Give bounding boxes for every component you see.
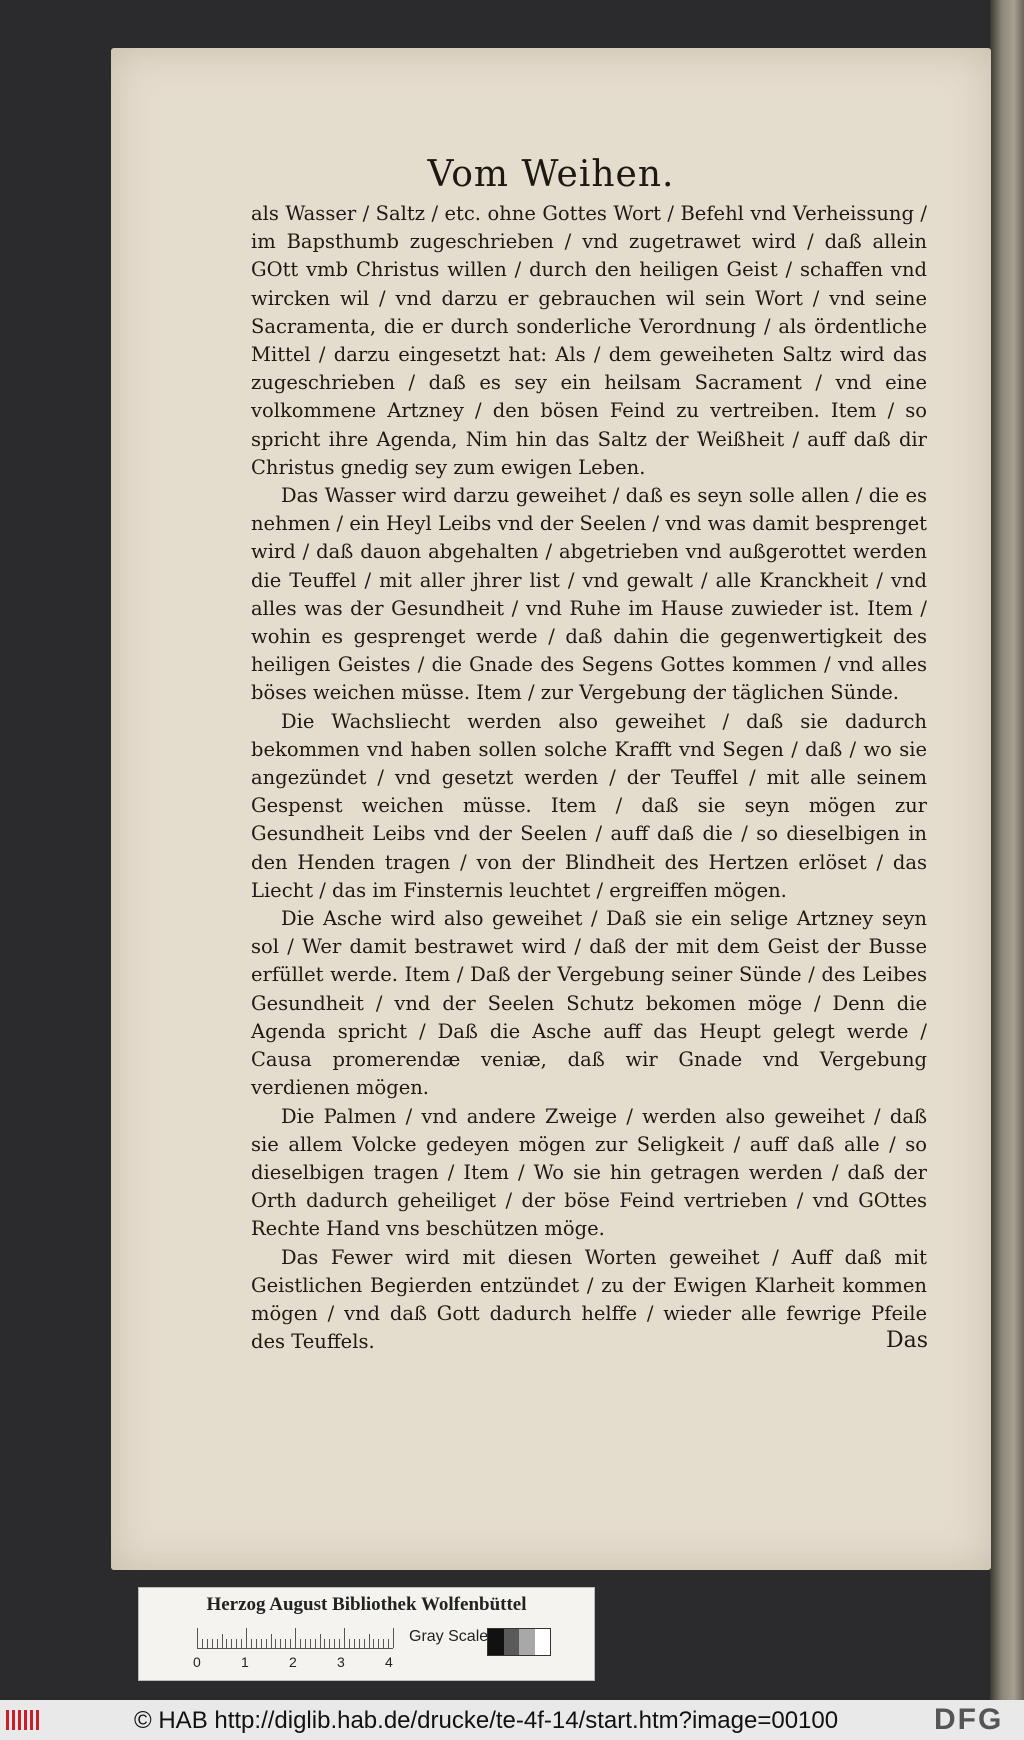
dfg-logo: DFG	[934, 1703, 1004, 1736]
ruler-tick	[202, 1639, 203, 1648]
ruler-tick	[231, 1639, 232, 1648]
ruler-tick	[364, 1639, 365, 1648]
ruler-tick	[393, 1628, 394, 1648]
color-calibration-bar	[138, 1587, 595, 1681]
ruler-tick	[383, 1639, 384, 1648]
ruler-tick	[334, 1639, 335, 1648]
swatch-black	[488, 1629, 504, 1655]
ruler-tick	[300, 1639, 301, 1648]
ruler-number: 1	[241, 1654, 249, 1670]
ruler-number: 3	[337, 1654, 345, 1670]
ruler-tick	[212, 1639, 213, 1648]
ruler-tick	[226, 1639, 227, 1648]
ruler-tick	[359, 1639, 360, 1648]
institution-name: Herzog August Bibliothek Wolfenbüttel	[206, 1594, 527, 1615]
ruler-tick	[197, 1628, 198, 1648]
ruler-tick	[266, 1639, 267, 1648]
ruler-tick	[344, 1628, 345, 1648]
copyright-link[interactable]: © HAB http://diglib.hab.de/drucke/te-4f-14/start.htm?image=00100	[134, 1707, 839, 1734]
viewer-footer	[0, 1700, 1024, 1740]
ruler-tick	[290, 1639, 291, 1648]
ruler-tick	[256, 1639, 257, 1648]
swatch-light-gray	[519, 1629, 535, 1655]
ruler-tick	[295, 1628, 296, 1648]
paragraph-1: als Wasser / Saltz / etc. ohne Gottes Wort / Befehl vnd Verheissung / im Bapsthumb zugeschrieben / vnd zugetrawet wird / daß allein GOtt vmb Christus willen / durch den heiligen Geist / schaffen vnd wircken wil / vnd darzu er gebrauchen wil sein Wort / vnd seine Sacramenta, die er durch sonderliche Verordnung / als ördentliche Mittel / darzu eingesetzt hat: Als / dem geweiheten Saltz wird das zugeschrieben / daß es sey ein heilsam Sacrament / vnd eine volkommene Artzney / den bösen Feind zu vertreiben. Item / so spricht ihre Agenda, Nim hin das Saltz der Weißheit / auff daß dir Christus gnedig sey zum ewigen Leben.	[251, 202, 927, 479]
ruler-tick	[373, 1639, 374, 1648]
swatch-white	[535, 1629, 551, 1655]
ruler-tick	[217, 1639, 218, 1648]
ruler-tick	[251, 1639, 252, 1648]
ruler-tick	[315, 1639, 316, 1648]
ruler-tick	[349, 1639, 350, 1648]
ruler-tick	[246, 1628, 247, 1648]
ruler-tick	[305, 1639, 306, 1648]
ruler-tick	[261, 1639, 262, 1648]
ruler-number: 0	[193, 1654, 201, 1670]
running-title: Vom Weihen.	[427, 154, 675, 195]
swatch-dark-gray	[504, 1629, 520, 1655]
ruler-tick	[310, 1639, 311, 1648]
paragraph-2: Das Wasser wird darzu geweihet / daß es seyn solle allen / die es nehmen / ein Heyl Leibs vnd der Seelen / vnd was damit besprenget wird / daß dauon abgehalten / abgetrieben vnd außgerottet werden die Teuffel / mit aller jhrer list / vnd gewalt / alle Kranckheit / vnd alles was der Gesundheit / vnd Ruhe im Hause zuwieder ist. Item / wohin es gesprenget werde / daß dahin die gegenwertigkeit des heiligen Geistes / die Gnade des Segens Gottes kommen / vnd alles böses weichen müsse. Item / zur Vergebung der täglichen Sünde.	[251, 484, 927, 705]
ruler-number: 4	[385, 1654, 393, 1670]
ruler-tick	[280, 1639, 281, 1648]
ruler-tick	[222, 1634, 223, 1648]
book-page	[111, 48, 991, 1570]
ruler-tick	[285, 1639, 286, 1648]
body-text	[251, 200, 927, 1356]
ruler-tick	[320, 1634, 321, 1648]
ruler-tick	[354, 1639, 355, 1648]
ruler-tick	[236, 1639, 237, 1648]
ruler-tick	[378, 1639, 379, 1648]
ruler-tick	[275, 1639, 276, 1648]
ruler-tick	[339, 1639, 340, 1648]
ruler-tick	[241, 1639, 242, 1648]
paragraph-6: Das Fewer wird mit diesen Worten geweihet / Auff daß mit Geistlichen Begierden entzündet / zu der Ewigen Klarheit kommen mögen / vnd daß Gott dadurch helffe / wieder alle fewrige Pfeile des Teuffels.	[251, 1245, 927, 1354]
ruler-tick	[324, 1639, 325, 1648]
paragraph-3: Die Wachsliecht werden also geweihet / daß sie dadurch bekommen vnd haben sollen solche Krafft vnd Segen / daß / wo sie angezündet / vnd gesetzt werden / der Teuffel / mit alle seinem Gespenst weichen müsse. Item / daß sie seyn mögen zur Gesundheit Leibs vnd der Seelen / auff daß die / so dieselbigen in den Henden tragen / von der Blindheit des Hertzen erlöset / das Liecht / das im Finsternis leuchtet / ergreiffen mögen.	[251, 709, 927, 902]
catchword: Das	[885, 1328, 928, 1353]
scale-ruler	[197, 1628, 393, 1649]
next-page-edge	[990, 0, 1024, 1700]
ruler-tick	[369, 1634, 370, 1648]
ruler-tick	[207, 1639, 208, 1648]
paragraph-5: Die Palmen / vnd andere Zweige / werden also geweihet / daß sie allem Volcke gedeyen mögen zur Seligkeit / auff daß alle / so dieselbigen tragen / Item / Wo sie hin getragen werden / daß der Orth dadurch geheiliget / der böse Feind vertrieben / vnd GOttes Rechte Hand vns beschützen möge.	[251, 1104, 927, 1241]
hab-logo-icon	[4, 1706, 44, 1734]
ruler-tick	[271, 1634, 272, 1648]
ruler-number: 2	[289, 1654, 297, 1670]
grayscale-swatches	[487, 1628, 551, 1656]
grayscale-label: Gray Scale	[409, 1628, 489, 1645]
ruler-tick	[329, 1639, 330, 1648]
ruler-tick	[388, 1639, 389, 1648]
paragraph-4: Die Asche wird also geweihet / Daß sie ein selige Artzney seyn sol / Wer damit bestrawet wird / daß der mit dem Geist der Busse erfüllet werde. Item / Daß der Vergebung seiner Sünde / des Leibes Gesundheit / vnd der Seelen Schutz bekomen möge / Denn die Agenda spricht / Daß die Asche auff das Heupt gelegt werde / Causa promerendæ veniæ, daß wir Gnade vnd Vergebung verdienen mögen.	[251, 907, 927, 1100]
